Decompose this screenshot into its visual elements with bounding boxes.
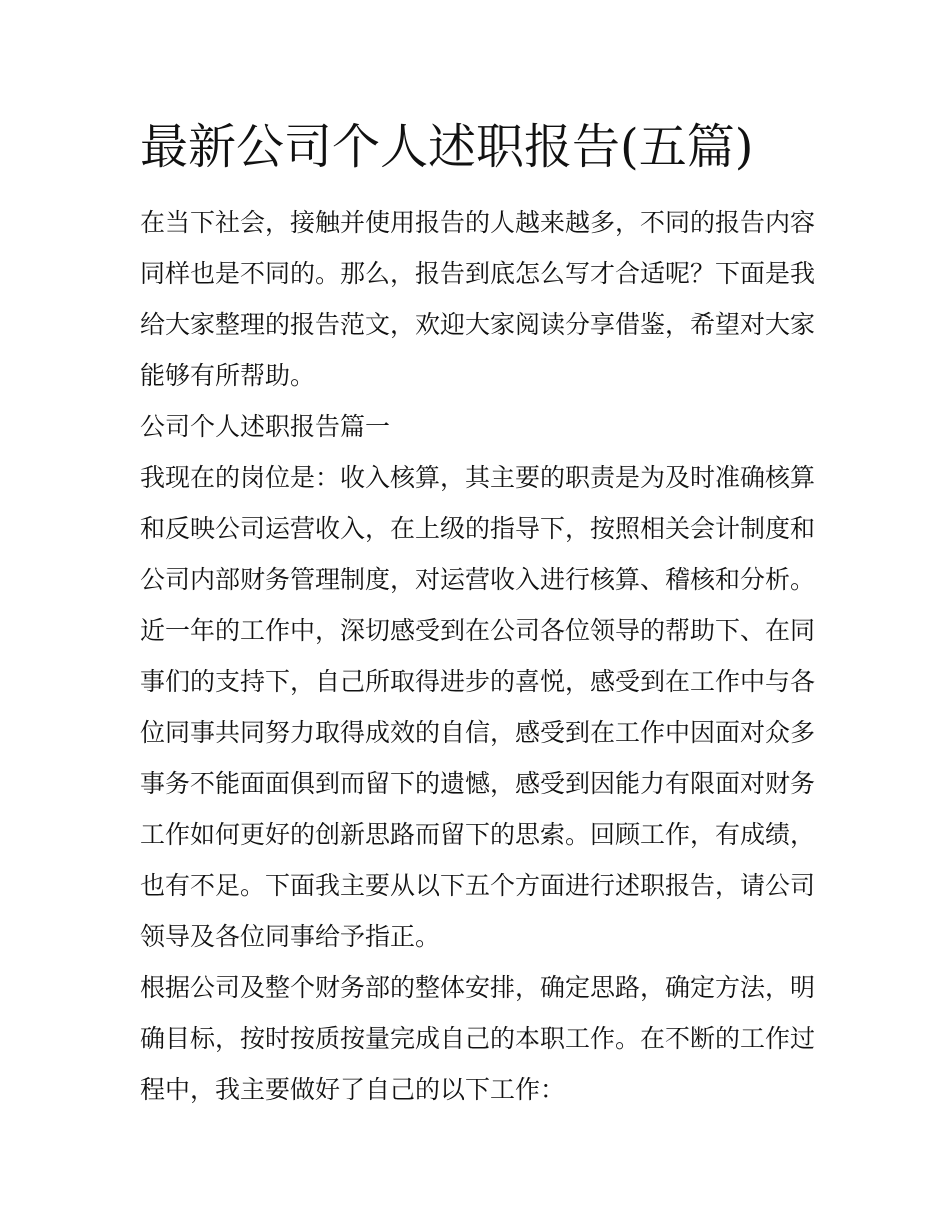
- body-line: 工作如何更好的创新思路而留下的思索。回顾工作，有成绩，: [140, 820, 816, 849]
- body-line: 给大家整理的报告范文，欢迎大家阅读分享借鉴，希望对大家: [140, 310, 816, 339]
- body-line: 根据公司及整个财务部的整体安排，确定思路，确定方法，明: [140, 973, 816, 1002]
- document-body: [140, 197, 816, 1115]
- body-line: 同样也是不同的。那么，报告到底怎么写才合适呢？下面是我: [140, 259, 816, 288]
- body-line: 能够有所帮助。: [140, 361, 316, 390]
- document-title: 最新公司个人述职报告(五篇): [140, 119, 754, 175]
- body-line: 近一年的工作中，深切感受到在公司各位领导的帮助下、在同: [140, 616, 816, 645]
- section-heading: 公司个人述职报告篇一: [140, 412, 391, 441]
- body-line: 和反映公司运营收入，在上级的指导下，按照相关会计制度和: [140, 514, 816, 543]
- body-line: 公司内部财务管理制度，对运营收入进行核算、稽核和分析。: [140, 565, 816, 594]
- body-line: 确目标，按时按质按量完成自己的本职工作。在不断的工作过: [140, 1024, 816, 1053]
- body-line: 事务不能面面俱到而留下的遗憾，感受到因能力有限面对财务: [140, 769, 816, 798]
- body-line: 也有不足。下面我主要从以下五个方面进行述职报告，请公司: [140, 871, 816, 900]
- body-line: 在当下社会，接触并使用报告的人越来越多，不同的报告内容: [140, 208, 816, 237]
- body-line: 领导及各位同事给予指正。: [140, 922, 441, 951]
- body-line: 事们的支持下，自己所取得进步的喜悦，感受到在工作中与各: [140, 667, 816, 696]
- body-line: 位同事共同努力取得成效的自信，感受到在工作中因面对众多: [140, 718, 816, 747]
- body-line: 我现在的岗位是：收入核算，其主要的职责是为及时准确核算: [140, 463, 816, 492]
- body-line: 程中，我主要做好了自己的以下工作：: [140, 1075, 566, 1104]
